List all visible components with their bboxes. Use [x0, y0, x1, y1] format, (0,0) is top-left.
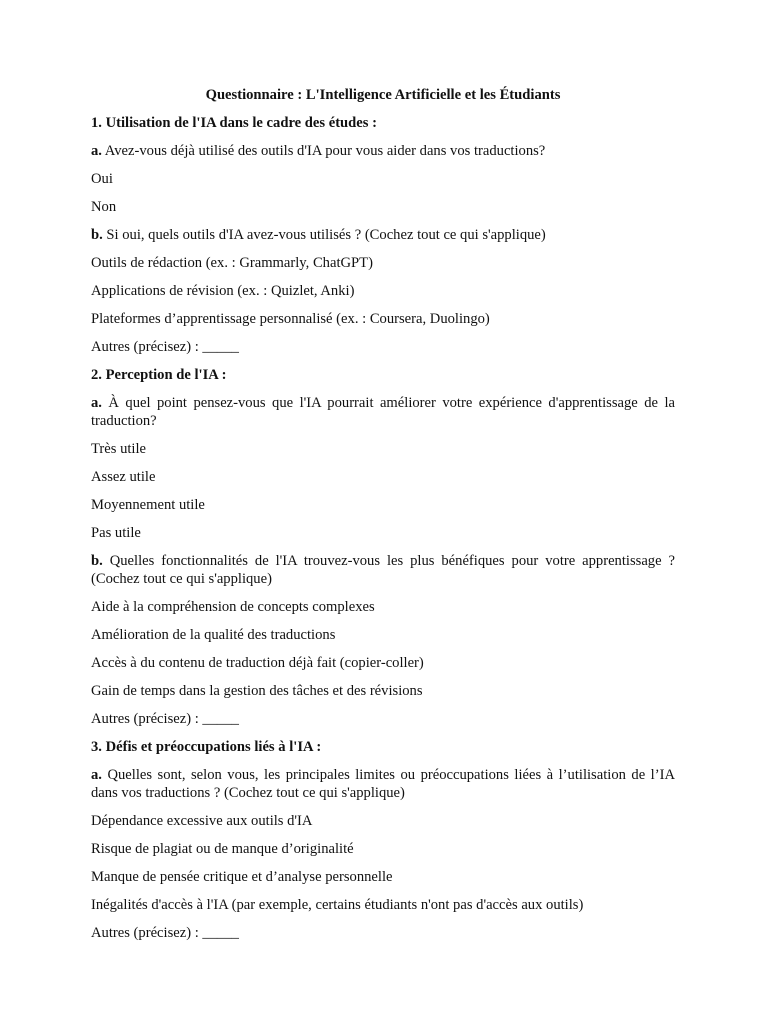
question-text: Si oui, quels outils d'IA avez-vous utilisés ? (Cochez tout ce qui s'applique)	[102, 227, 546, 243]
option-item: Autres (précisez) : _____	[91, 925, 239, 941]
option-item: Manque de pensée critique et d’analyse personnelle	[91, 869, 393, 885]
question-2a	[91, 394, 675, 430]
section-heading-1: 1. Utilisation de l'IA dans le cadre des études :	[91, 115, 377, 131]
option-item: Dépendance excessive aux outils d'IA	[91, 813, 313, 829]
question-text: Quelles fonctionnalités de l'IA trouvez-vous les plus bénéfiques pour votre apprentissage ? (Cochez tout ce qui s'applique)	[91, 553, 675, 587]
question-text: À quel point pensez-vous que l'IA pourrait améliorer votre expérience d'apprentissage de la traduction?	[91, 395, 675, 429]
question-letter: a.	[91, 395, 102, 411]
option-item: Oui	[91, 171, 113, 187]
question-1b	[91, 226, 675, 244]
document-title: Questionnaire : L'Intelligence Artificielle et les Étudiants	[205, 87, 561, 103]
option-item: Applications de révision (ex. : Quizlet, Anki)	[91, 283, 355, 299]
option-item: Aide à la compréhension de concepts complexes	[91, 599, 375, 615]
question-letter: b.	[91, 227, 103, 243]
option-item: Inégalités d'accès à l'IA (par exemple, certains étudiants n'ont pas d'accès aux outils)	[91, 897, 584, 913]
question-letter: a.	[91, 143, 102, 159]
section-heading-2: 2. Perception de l'IA :	[91, 367, 227, 383]
question-3a	[91, 766, 675, 802]
option-item: Très utile	[91, 441, 147, 457]
option-item: Non	[91, 199, 117, 215]
question-2b	[91, 552, 675, 588]
option-item: Risque de plagiat ou de manque d’originalité	[91, 841, 354, 857]
question-text: Avez-vous déjà utilisé des outils d'IA pour vous aider dans vos traductions?	[101, 143, 546, 159]
option-item: Plateformes d’apprentissage personnalisé (ex. : Coursera, Duolingo)	[91, 311, 490, 327]
option-item: Assez utile	[91, 469, 156, 485]
option-item: Moyennement utile	[91, 497, 205, 513]
question-letter: a.	[91, 767, 102, 783]
option-item: Autres (précisez) : _____	[91, 339, 239, 355]
section-heading-3: 3. Défis et préoccupations liés à l'IA :	[91, 739, 322, 755]
option-item: Amélioration de la qualité des traductions	[91, 627, 336, 643]
option-item: Pas utile	[91, 525, 141, 541]
question-letter: b.	[91, 553, 103, 569]
option-item: Outils de rédaction (ex. : Grammarly, ChatGPT)	[91, 255, 373, 271]
option-item: Accès à du contenu de traduction déjà fait (copier-coller)	[91, 655, 424, 671]
option-item: Autres (précisez) : _____	[91, 711, 239, 727]
question-1a	[91, 142, 675, 160]
question-text: Quelles sont, selon vous, les principales limites ou préoccupations liées à l’utilisation de l’IA dans vos traductions ? (Cochez tout ce qui s'applique)	[91, 767, 675, 801]
document-page	[91, 86, 675, 952]
option-item: Gain de temps dans la gestion des tâches et des révisions	[91, 683, 423, 699]
